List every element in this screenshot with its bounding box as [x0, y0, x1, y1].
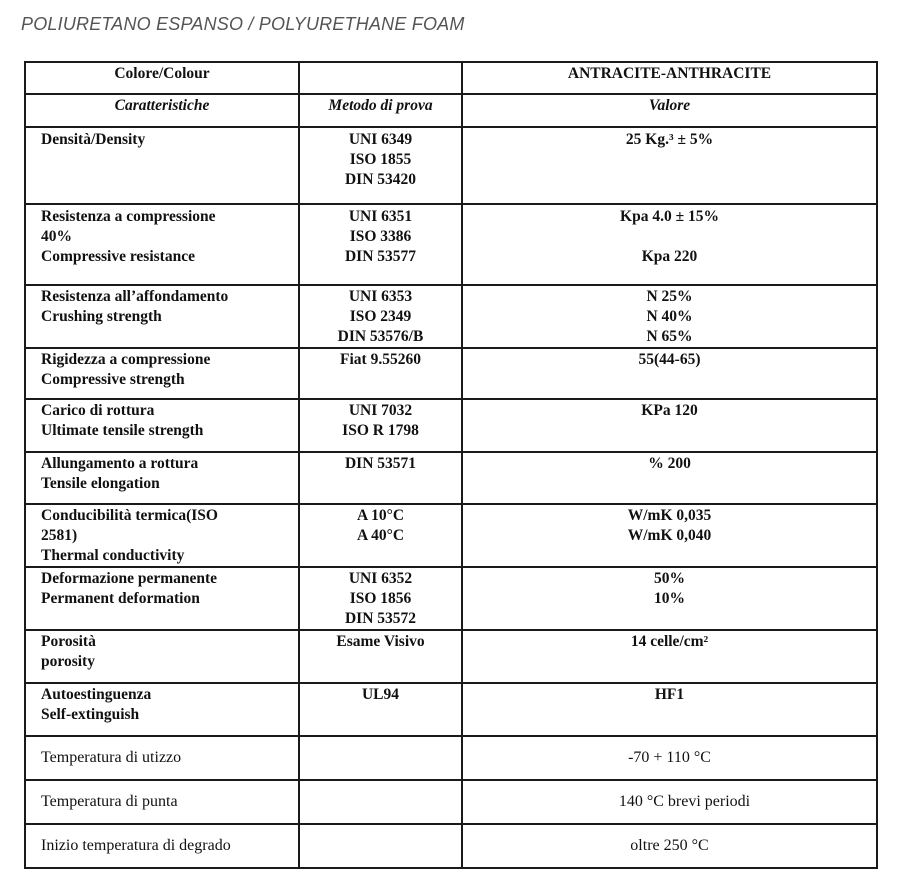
- characteristic-line: Self-extinguish: [41, 706, 140, 723]
- characteristic-line: Temperatura di punta: [41, 793, 178, 810]
- characteristic-cell: [25, 504, 299, 567]
- value-line: HF1: [654, 686, 685, 703]
- value-cell: [462, 127, 877, 204]
- characteristic-cell: [25, 630, 299, 683]
- method-line: UNI 6353: [348, 288, 413, 305]
- table-row-porosity: [25, 630, 877, 683]
- header-colour-label: Colore/Colour: [25, 62, 299, 94]
- method-cell-empty: [299, 780, 462, 824]
- method-line: A 40°C: [356, 527, 405, 544]
- characteristic-line: Inizio temperatura di degrado: [41, 837, 231, 854]
- method-line: ISO 2349: [349, 308, 412, 325]
- table-row-self-extinguish: [25, 683, 877, 736]
- value-line: W/mK 0,035: [627, 507, 712, 524]
- value-cell: [462, 452, 877, 504]
- table-row-permanent-deformation: [25, 567, 877, 630]
- value-cell: [462, 567, 877, 630]
- value-cell: [462, 348, 877, 399]
- subheader-characteristics: Caratteristiche: [25, 94, 299, 127]
- value-line: 14 celle/cm²: [630, 633, 709, 650]
- characteristic-line: Deformazione permanente: [41, 570, 218, 587]
- value-line: N 40%: [646, 308, 693, 325]
- value-cell: [462, 736, 877, 780]
- characteristic-line: Resistenza all’affondamento: [41, 288, 229, 305]
- characteristic-cell: [25, 736, 299, 780]
- method-cell: [299, 399, 462, 452]
- method-cell: [299, 127, 462, 204]
- value-cell: [462, 204, 877, 285]
- characteristic-line: Rigidezza a compressione: [41, 351, 211, 368]
- characteristic-line: Allungamento a rottura: [41, 455, 199, 472]
- characteristic-line: Crushing strength: [41, 308, 162, 325]
- characteristic-line: Temperatura di utizzo: [41, 749, 182, 766]
- characteristic-line: 2581): [41, 527, 78, 544]
- method-line: Esame Visivo: [336, 633, 425, 650]
- method-line: DIN 53576/B: [337, 328, 424, 345]
- value-cell: [462, 683, 877, 736]
- subheader-value: Valore: [462, 94, 877, 127]
- method-cell: [299, 204, 462, 285]
- method-line: DIN 53420: [344, 171, 417, 188]
- header-empty-cell: [299, 62, 462, 94]
- header-colour-value: ANTRACITE-ANTHRACITE: [462, 62, 877, 94]
- value-line: 50%: [654, 570, 685, 587]
- value-line: 55(44-65): [638, 351, 701, 368]
- method-line: ISO R 1798: [342, 422, 419, 439]
- characteristic-line: Thermal conductivity: [41, 547, 185, 564]
- characteristic-line: Compressive strength: [41, 371, 185, 388]
- method-line: UNI 6349: [348, 131, 413, 148]
- subheader-test-method: Metodo di prova: [299, 94, 462, 127]
- method-cell: [299, 452, 462, 504]
- characteristic-line: porosity: [41, 653, 95, 670]
- value-line: W/mK 0,040: [627, 527, 712, 544]
- document-title: POLIURETANO ESPANSO / POLYURETHANE FOAM: [21, 14, 465, 34]
- table-subheader-row: [25, 94, 877, 127]
- table-row-crushing-strength: [25, 285, 877, 348]
- method-line: Fiat 9.55260: [340, 351, 421, 368]
- value-line: % 200: [648, 455, 691, 472]
- value-gap: [469, 227, 870, 247]
- characteristic-cell: [25, 204, 299, 285]
- characteristic-cell: [25, 452, 299, 504]
- characteristic-cell: [25, 285, 299, 348]
- table-row-tensile-elongation: [25, 452, 877, 504]
- table-row-temp-peak: [25, 780, 877, 824]
- value-cell: [462, 780, 877, 824]
- method-cell: [299, 683, 462, 736]
- method-line: A 10°C: [356, 507, 405, 524]
- method-cell: [299, 630, 462, 683]
- value-line: KPa 120: [641, 402, 698, 419]
- value-line: N 25%: [646, 288, 693, 305]
- characteristic-line: Permanent deformation: [41, 590, 200, 607]
- method-cell: [299, 285, 462, 348]
- method-cell: [299, 348, 462, 399]
- table-row-thermal-conductivity: [25, 504, 877, 567]
- value-line: 140 °C brevi periodi: [618, 793, 751, 810]
- method-line: UNI 6352: [348, 570, 413, 587]
- value-cell: [462, 504, 877, 567]
- method-cell: [299, 504, 462, 567]
- value-line: 25 Kg.³ ± 5%: [625, 131, 714, 148]
- table-header-row: [25, 62, 877, 94]
- method-cell: [299, 567, 462, 630]
- method-line: UNI 6351: [348, 208, 413, 225]
- method-line: UL94: [361, 686, 400, 703]
- characteristic-cell: [25, 683, 299, 736]
- value-line: oltre 250 °C: [630, 837, 709, 854]
- table-row-temp-degrade: [25, 824, 877, 868]
- table-row-compressive-resistance: [25, 204, 877, 285]
- method-line: ISO 1856: [349, 590, 412, 607]
- method-line: DIN 53577: [344, 248, 417, 265]
- characteristic-cell: [25, 127, 299, 204]
- characteristic-line: Resistenza a compressione: [41, 208, 216, 225]
- table-row-compressive-strength: [25, 348, 877, 399]
- method-line: DIN 53572: [344, 610, 417, 627]
- characteristic-line: Autoestinguenza: [41, 686, 152, 703]
- value-line: Kpa 220: [641, 248, 698, 265]
- characteristic-line: Porosità: [41, 633, 96, 650]
- characteristic-line: 40%: [41, 228, 72, 245]
- value-line: Kpa 4.0 ± 15%: [620, 208, 719, 225]
- characteristic-line: Compressive resistance: [41, 248, 195, 265]
- method-cell-empty: [299, 824, 462, 868]
- method-line: DIN 53571: [344, 455, 417, 472]
- value-cell: [462, 399, 877, 452]
- value-cell: [462, 285, 877, 348]
- characteristic-line: Conducibilità termica(ISO: [41, 507, 218, 524]
- value-line: 10%: [654, 590, 685, 607]
- value-cell: [462, 824, 877, 868]
- table-row-density: [25, 127, 877, 204]
- characteristic-line: Ultimate tensile strength: [41, 422, 204, 439]
- characteristic-cell: [25, 824, 299, 868]
- table-row-ultimate-tensile: [25, 399, 877, 452]
- value-cell: [462, 630, 877, 683]
- value-line: -70 + 110 °C: [628, 749, 711, 766]
- characteristic-line: Carico di rottura: [41, 402, 155, 419]
- table-row-temp-use: [25, 736, 877, 780]
- characteristic-line: Densità/Density: [41, 131, 146, 148]
- characteristic-line: Tensile elongation: [41, 475, 160, 492]
- method-line: ISO 1855: [349, 151, 412, 168]
- characteristic-cell: [25, 348, 299, 399]
- method-line: UNI 7032: [348, 402, 413, 419]
- characteristic-cell: [25, 399, 299, 452]
- characteristic-cell: [25, 780, 299, 824]
- value-line: N 65%: [646, 328, 693, 345]
- method-cell-empty: [299, 736, 462, 780]
- specs-table: [24, 61, 878, 869]
- method-line: ISO 3386: [349, 228, 412, 245]
- characteristic-cell: [25, 567, 299, 630]
